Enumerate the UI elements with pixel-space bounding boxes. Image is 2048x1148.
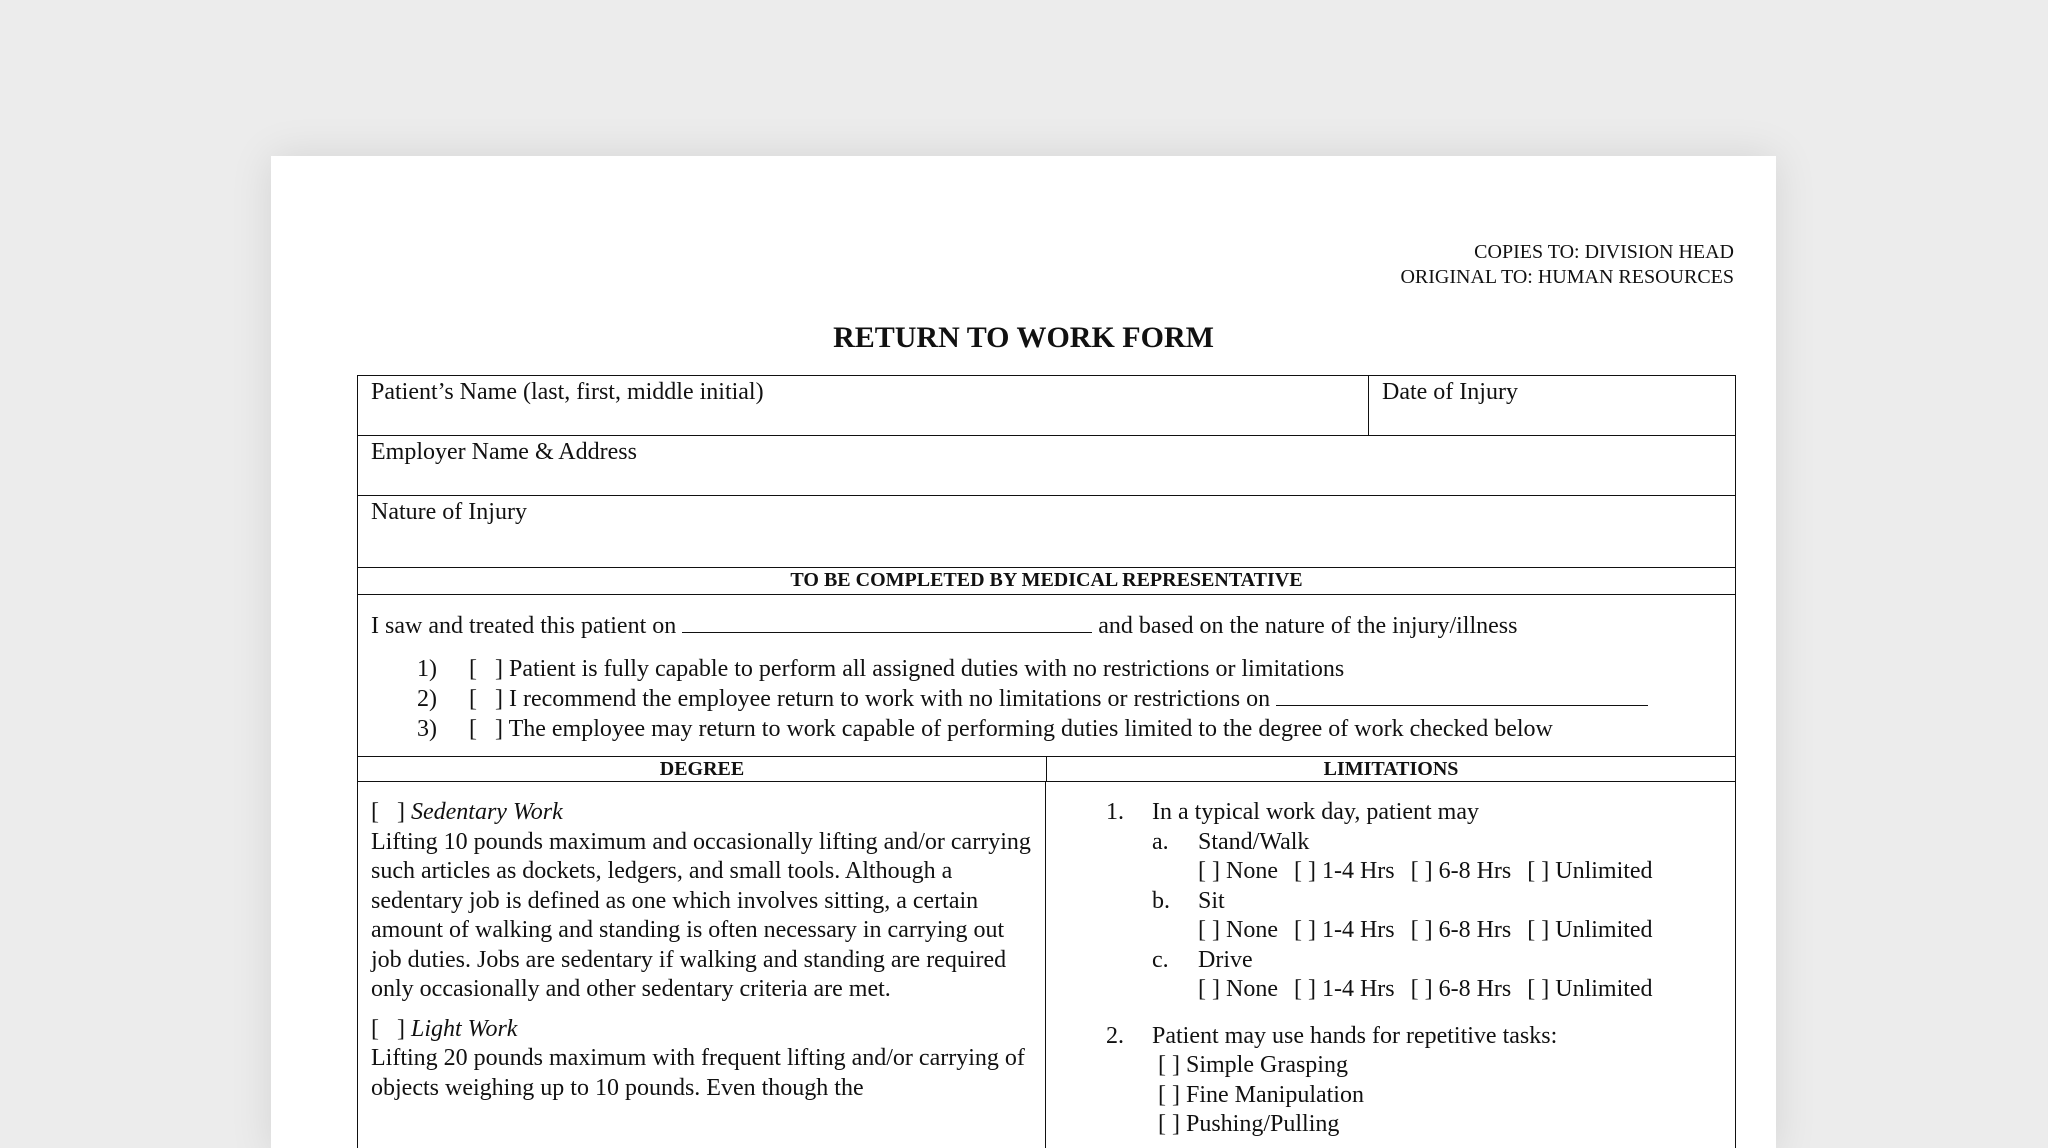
treatment-section xyxy=(358,595,1735,757)
sub-label: Drive xyxy=(1198,946,1253,973)
sit-choices xyxy=(1198,916,1722,946)
option-text: I recommend the employee return to work with no limitations or restrictions on xyxy=(508,686,1271,712)
option-2 xyxy=(417,684,1722,714)
choice-unlimited[interactable]: [ ] Unlimited xyxy=(1527,976,1653,1002)
hand-option-fine-manipulation[interactable]: [ ] Fine Manipulation xyxy=(1158,1081,1364,1108)
option-checkbox[interactable]: [ ] xyxy=(469,686,503,712)
option-1 xyxy=(417,654,1722,684)
nature-of-injury-label: Nature of Injury xyxy=(371,499,527,525)
item-number: 2. xyxy=(1106,1022,1124,1049)
sub-letter: c. xyxy=(1152,946,1169,973)
option-number: 3) xyxy=(417,716,437,742)
choice-unlimited[interactable]: [ ] Unlimited xyxy=(1527,858,1653,884)
hand-option-pushing-pulling[interactable]: [ ] Pushing/Pulling xyxy=(1158,1111,1340,1137)
sedentary-description: Lifting 10 pounds maximum and occasionally lifting and/or carrying such articles as dockets, ledgers, and small tools. Although a sedentary job is defined as one which involves sitting, a certain amount of walking and standing is often necessary in carrying out job duties. Jobs are sedentary if walking and standing are required only occasionally and other sedentary criteria are met. xyxy=(371,828,1031,1002)
option-checkbox[interactable]: [ ] xyxy=(469,656,503,682)
treatment-suffix: and based on the nature of the injury/illness xyxy=(1098,613,1518,639)
limitations-header: LIMITATIONS xyxy=(1323,758,1459,780)
choice-none[interactable]: [ ] None xyxy=(1198,976,1278,1002)
stand-walk-choices xyxy=(1198,857,1722,887)
option-text: The employee may return to work capable of performing duties limited to the degree of work checked below xyxy=(508,716,1553,742)
document-page xyxy=(271,156,1776,1148)
limitation-item-2 xyxy=(1106,1022,1722,1052)
hand-option-simple-grasping[interactable]: [ ] Simple Grasping xyxy=(1158,1052,1348,1078)
copies-to-text: COPIES TO: DIVISION HEAD xyxy=(1474,241,1734,263)
patient-row xyxy=(358,376,1735,436)
sub-label: Stand/Walk xyxy=(1198,828,1310,855)
option-text: Patient is fully capable to perform all assigned duties with no restrictions or limitations xyxy=(508,656,1345,682)
sit-row xyxy=(1152,887,1722,917)
choice-none[interactable]: [ ] None xyxy=(1198,917,1278,943)
drive-choices xyxy=(1198,975,1722,1005)
degree-header: DEGREE xyxy=(358,757,1047,781)
choice-unlimited[interactable]: [ ] Unlimited xyxy=(1527,917,1653,943)
light-work-description: Lifting 20 pounds maximum with frequent lifting and/or carrying of objects weighing up to 10 pounds. Even though the xyxy=(371,1045,1025,1101)
degree-column xyxy=(358,782,1046,1148)
option-checkbox[interactable]: [ ] xyxy=(469,716,503,742)
sub-letter: a. xyxy=(1152,828,1169,855)
choice-1-4-hrs[interactable]: [ ] 1-4 Hrs xyxy=(1293,917,1395,943)
employer-field[interactable] xyxy=(358,436,1735,496)
return-to-work-form xyxy=(357,375,1736,1148)
sub-label: Sit xyxy=(1198,887,1225,914)
nature-of-injury-field[interactable] xyxy=(358,496,1735,568)
treatment-date-blank[interactable] xyxy=(682,612,1092,633)
degree-limitations-body xyxy=(358,782,1735,1148)
patient-name-label: Patient’s Name (last, first, middle initial) xyxy=(371,379,764,405)
light-work-title: Light Work xyxy=(410,1015,518,1042)
option-3 xyxy=(417,714,1722,744)
employer-label: Employer Name & Address xyxy=(371,439,637,465)
drive-row xyxy=(1152,946,1722,976)
form-title: RETURN TO WORK FORM xyxy=(833,321,1214,354)
stand-walk-row xyxy=(1152,828,1722,858)
restrictions-blank[interactable] xyxy=(1276,685,1648,706)
sedentary-title: Sedentary Work xyxy=(410,799,563,825)
routing-note xyxy=(1400,240,1734,290)
choice-1-4-hrs[interactable]: [ ] 1-4 Hrs xyxy=(1293,858,1395,884)
treatment-prefix: I saw and treated this patient on xyxy=(371,613,677,639)
sedentary-work-block xyxy=(371,798,1032,1005)
medical-rep-header: TO BE COMPLETED BY MEDICAL REPRESENTATIVE xyxy=(358,568,1735,595)
date-of-injury-label: Date of Injury xyxy=(1382,379,1518,405)
choice-none[interactable]: [ ] None xyxy=(1198,858,1278,884)
item-text: Patient may use hands for repetitive tasks: xyxy=(1152,1022,1558,1049)
choice-6-8-hrs[interactable]: [ ] 6-8 Hrs xyxy=(1410,976,1512,1002)
date-of-injury-field[interactable] xyxy=(1369,376,1735,435)
light-work-checkbox[interactable]: [ ] xyxy=(371,1015,405,1042)
limitations-column xyxy=(1046,782,1735,1148)
patient-name-field[interactable] xyxy=(358,376,1369,435)
light-work-block xyxy=(371,1015,1032,1104)
choice-6-8-hrs[interactable]: [ ] 6-8 Hrs xyxy=(1410,917,1512,943)
item-text: In a typical work day, patient may xyxy=(1152,799,1479,825)
sub-letter: b. xyxy=(1152,887,1170,914)
item-number: 1. xyxy=(1106,799,1124,825)
option-number: 2) xyxy=(417,686,437,712)
return-options xyxy=(371,654,1722,744)
original-to-text: ORIGINAL TO: HUMAN RESOURCES xyxy=(1400,266,1734,288)
limitation-item-1 xyxy=(1106,798,1722,828)
choice-1-4-hrs[interactable]: [ ] 1-4 Hrs xyxy=(1293,976,1395,1002)
treatment-statement xyxy=(371,611,1722,641)
sedentary-checkbox[interactable]: [ ] xyxy=(371,799,405,825)
choice-6-8-hrs[interactable]: [ ] 6-8 Hrs xyxy=(1410,858,1512,884)
column-headers xyxy=(358,757,1735,782)
option-number: 1) xyxy=(417,656,437,682)
